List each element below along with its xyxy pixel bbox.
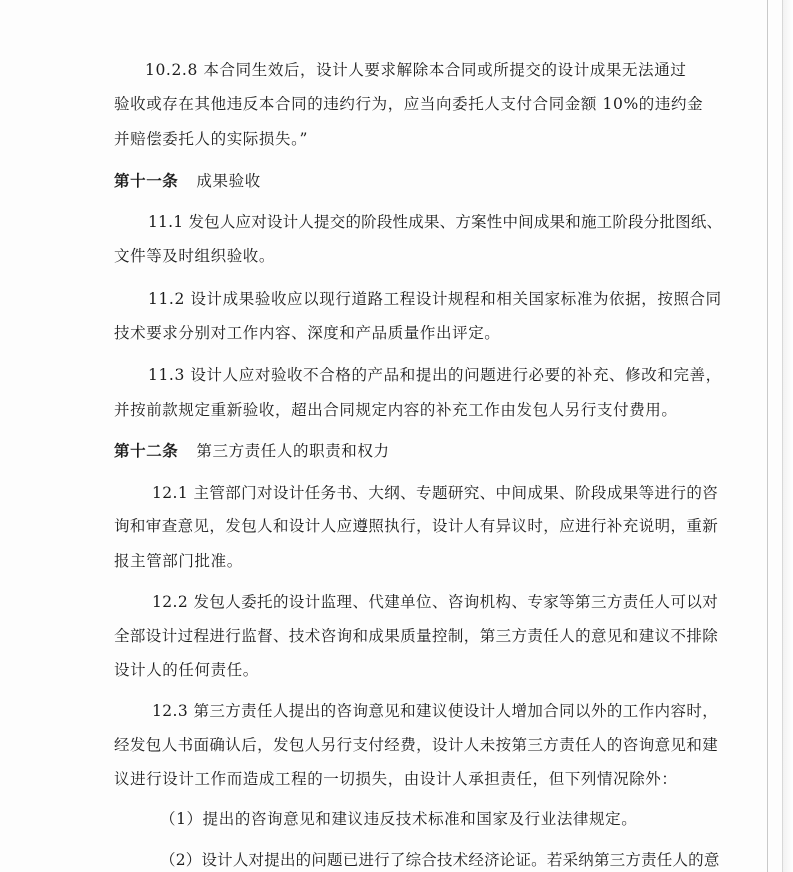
article-11-heading [114, 171, 261, 191]
clause-12-1-line-3: 报主管部门批准。 [114, 552, 243, 570]
article-12-number: 第十二条 [114, 442, 179, 460]
clause-12-1-line-2: 询和审查意见，发包人和设计人应遵照执行，设计人有异议时，应进行补充说明，重新 [114, 517, 719, 535]
clause-12-1-line-1: 12.1 主管部门对设计任务书、大纲、专题研究、中间成果、阶段成果等进行的咨 [152, 484, 719, 502]
article-11-number: 第十一条 [114, 172, 179, 190]
article-11-title: 成果验收 [196, 172, 261, 190]
clause-11-3-line-1: 11.3 设计人应对验收不合格的产品和提出的问题进行必要的补充、修改和完善， [148, 366, 722, 384]
clause-11-2-line-2: 技术要求分别对工作内容、深度和产品质量作出评定。 [114, 324, 501, 342]
clause-11-2-line-1: 11.2 设计成果验收应以现行道路工程设计规程和相关国家标准为依据，按照合同 [148, 290, 722, 308]
clause-12-3-line-1: 12.3 第三方责任人提出的咨询意见和建议使设计人增加合同以外的工作内容时， [152, 702, 719, 720]
article-12-title: 第三方责任人的职责和权力 [196, 442, 390, 460]
article-12-heading [114, 441, 390, 461]
clause-11-3-line-2: 并按前款规定重新验收，超出合同规定内容的补充工作由发包人另行支付费用。 [114, 401, 678, 419]
page-edge-shade [783, 0, 793, 872]
exception-item-2: （2）设计人对提出的问题已进行了综合技术经济论证。若采纳第三方责任人的意 [160, 851, 720, 869]
clause-11-1-line-2: 文件等及时组织验收。 [114, 247, 276, 265]
exception-item-1: （1）提出的咨询意见和建议违反技术标准和国家及行业法律规定。 [160, 810, 638, 828]
clause-12-2-line-2: 全部设计过程进行监督、技术咨询和成果质量控制，第三方责任人的意见和建议不排除 [114, 627, 719, 645]
clause-12-3-line-3: 议进行设计工作而造成工程的一切损失，由设计人承担责任，但下列情况除外： [114, 770, 678, 788]
clause-10-2-8-line-1: 10.2.8 本合同生效后，设计人要求解除本合同或所提交的设计成果无法通过 [145, 61, 687, 79]
page-edge-line [767, 0, 768, 872]
clause-12-2-line-1: 12.2 发包人委托的设计监理、代建单位、咨询机构、专家等第三方责任人可以对 [152, 593, 719, 611]
clause-10-2-8-line-3: 并赔偿委托人的实际损失。” [114, 130, 308, 148]
clause-10-2-8-line-2: 验收或存在其他违反本合同的违约行为，应当向委托人支付合同金额 10%的违约金 [114, 95, 704, 113]
clause-12-3-line-2: 经发包人书面确认后，发包人另行支付经费，设计人未按第三方责任人的咨询意见和建 [114, 736, 719, 754]
clause-11-1-line-1: 11.1 发包人应对设计人提交的阶段性成果、方案性中间成果和施工阶段分批图纸、 [148, 213, 723, 231]
clause-12-2-line-3: 设计人的任何责任。 [114, 661, 259, 679]
